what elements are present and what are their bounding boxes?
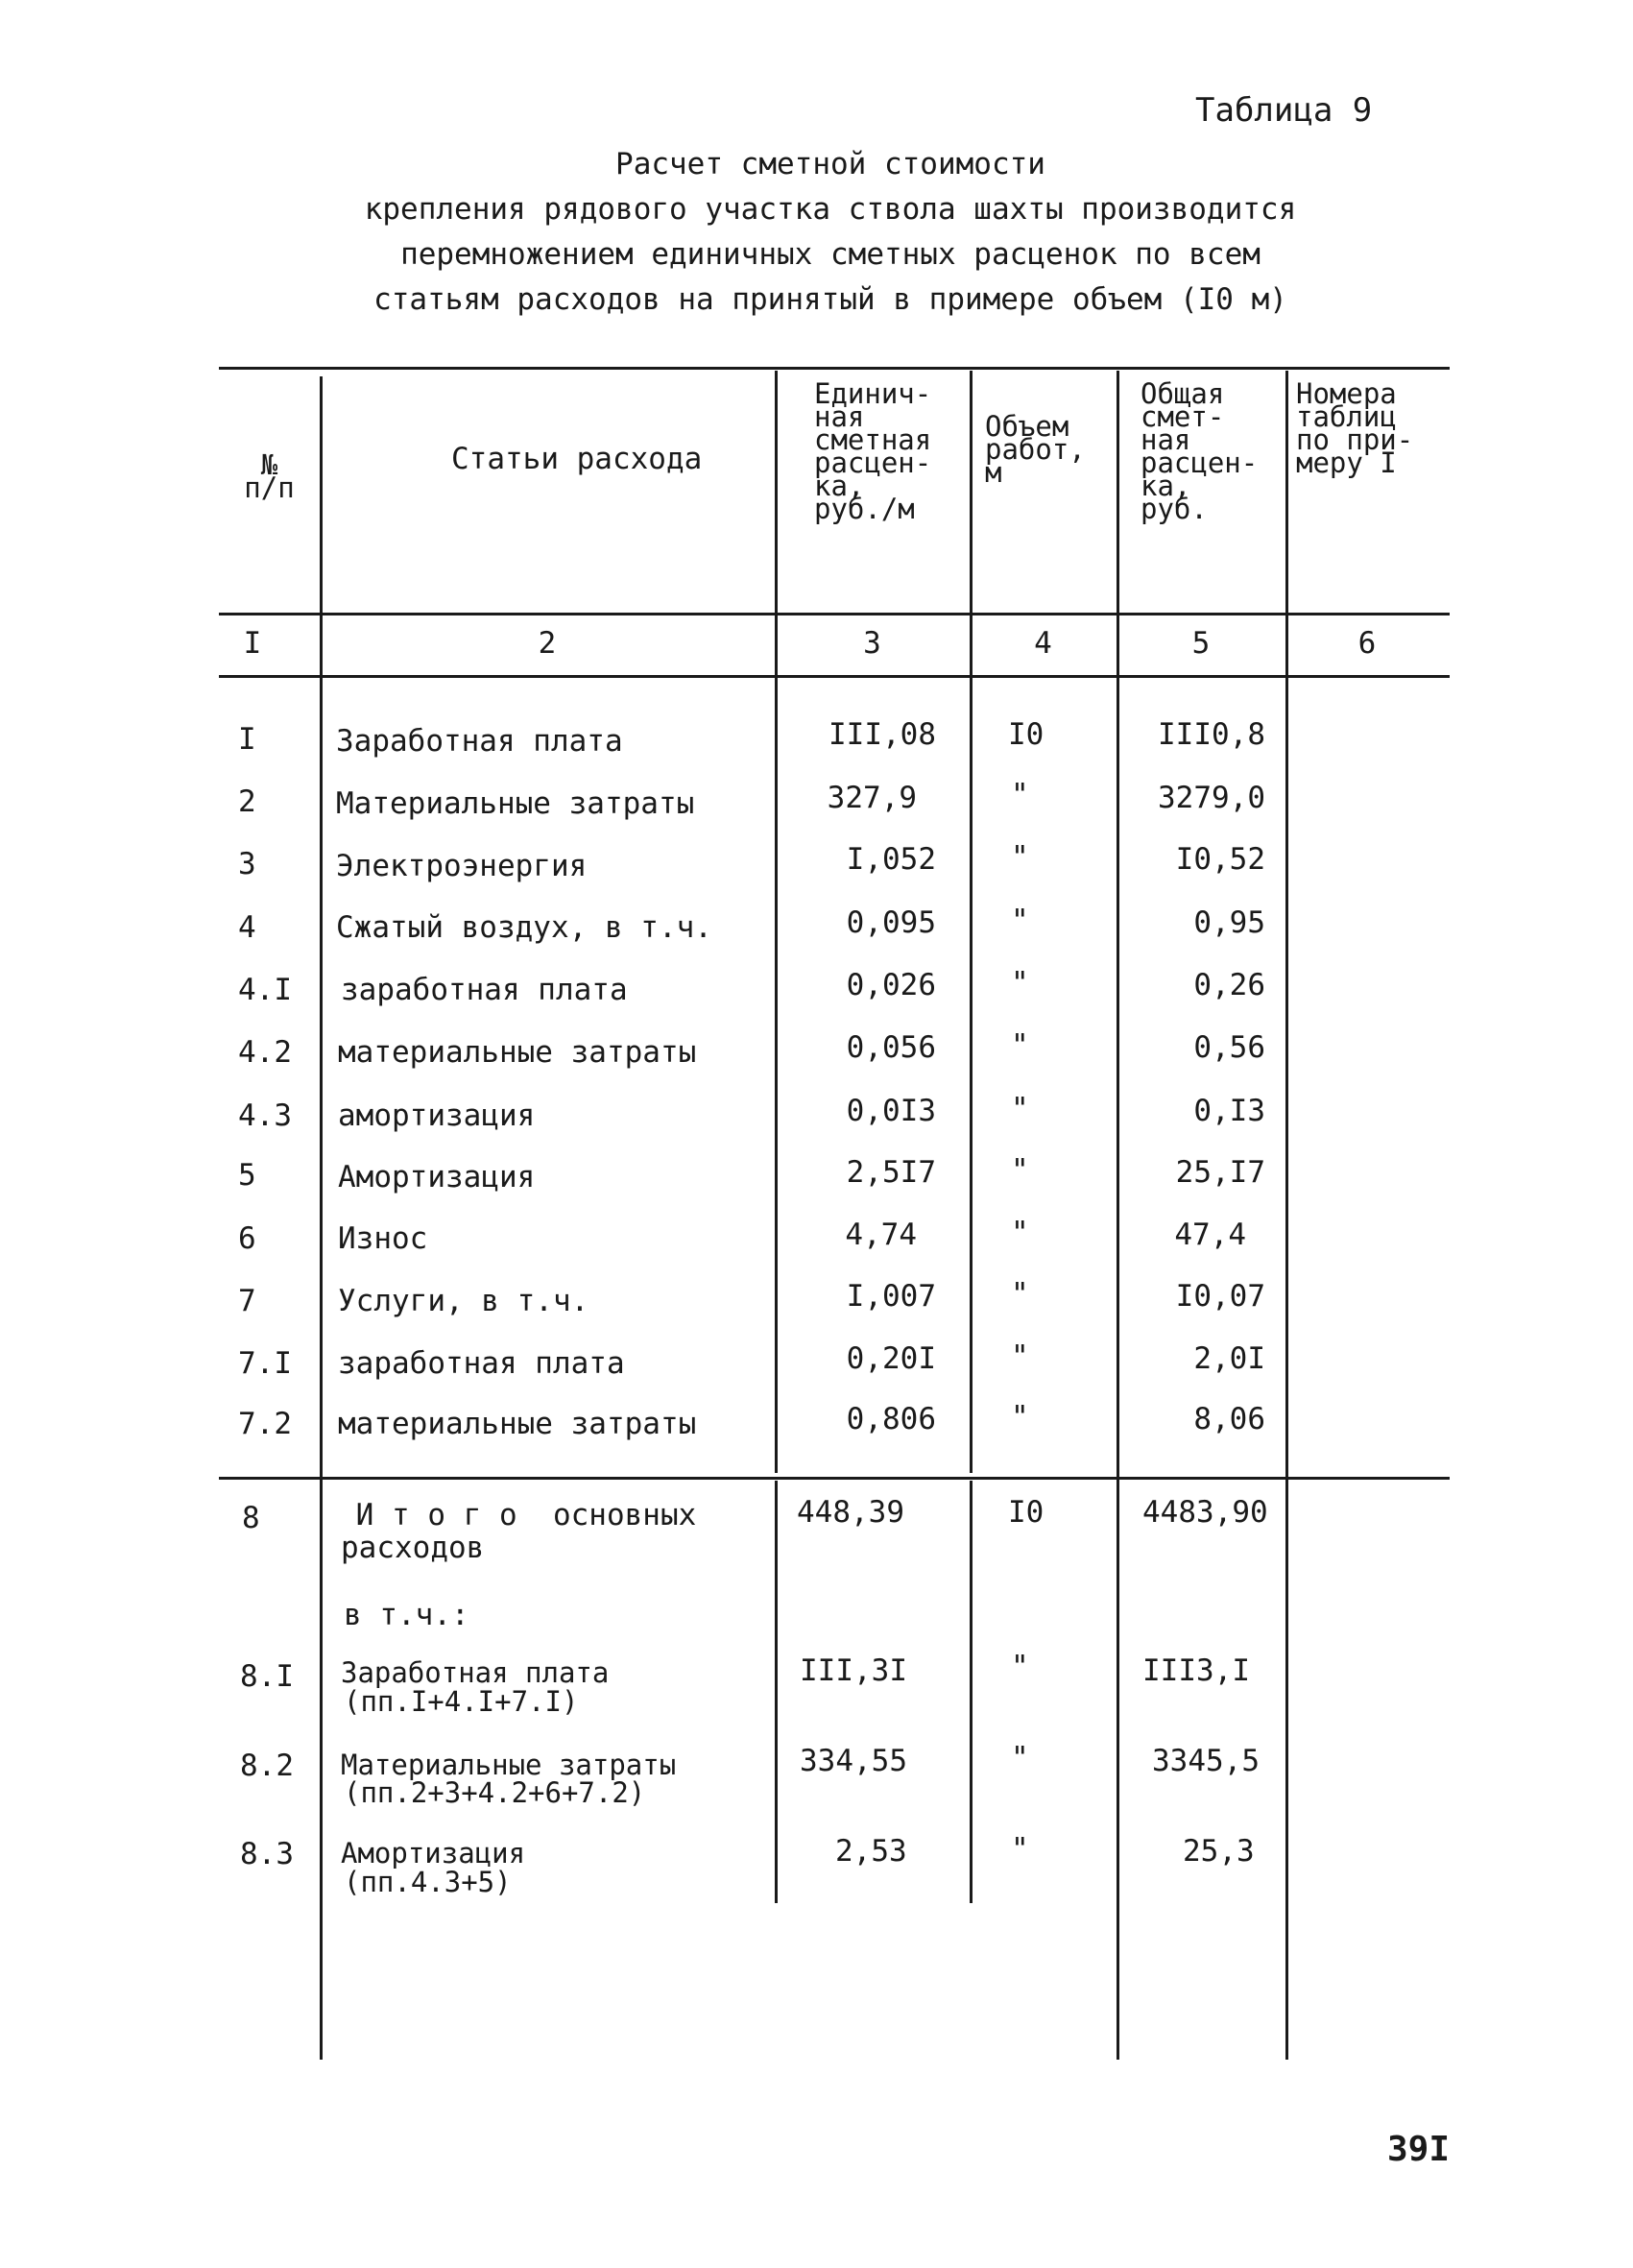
colnum-5: 5 [1191,626,1211,661]
header-unit-price: Единич- ная сметная расцен- ка, руб./м [814,377,932,525]
row-volume: " [1011,778,1029,812]
row-item: Услуги, в т.ч. [338,1284,589,1318]
col-divider-3 [970,371,973,1473]
page-number: 39I [1387,2130,1451,2169]
totals-total: 4483,90 [1142,1495,1268,1530]
row-no: 4.2 [238,1035,292,1070]
subrow-line1: Материальные затраты [341,1749,677,1781]
row-volume: " [1011,1277,1029,1312]
subrow-line1: Заработная плата [341,1656,610,1689]
subrow-line2: (пп.2+3+4.2+6+7.2) [344,1776,646,1809]
row-total: 8,06 [1193,1402,1265,1436]
row-volume: " [1011,1216,1029,1250]
row-volume: " [1011,1400,1029,1435]
row-no: 2 [238,784,256,819]
row-total: III0,8 [1158,717,1265,752]
row-unit-price: 0,0I3 [846,1094,936,1128]
row-volume: " [1011,1339,1029,1374]
row-item: Износ [338,1221,428,1256]
title-line-1: Расчет сметной стоимости [615,147,1045,181]
subrow-total: 3345,5 [1152,1744,1260,1778]
subrow-line2: (пп.4.3+5) [344,1866,512,1898]
row-total: 0,26 [1193,968,1265,1002]
subrow-line1: Амортизация [341,1837,526,1870]
subrow-volume: " [1011,1741,1029,1775]
title-line-3: перемножением единичных сметных расценок по всем [400,237,1261,272]
row-item: амортизация [338,1098,536,1133]
totals-no: 8 [242,1501,260,1535]
subrow-no: 8.I [240,1659,294,1694]
colnum-4: 4 [1034,626,1052,661]
row-no: I [238,722,256,757]
subrow-unit-price: 2,53 [835,1834,907,1869]
totals-item-line1: И т о г о основных [338,1498,697,1532]
totals-item-line2: расходов [341,1531,485,1565]
row-unit-price: III,08 [829,717,936,752]
row-no: 3 [238,847,256,881]
subrow-line2: (пп.I+4.I+7.I) [344,1685,579,1718]
row-item: Амортизация [338,1160,536,1194]
row-item: Электроэнергия [336,849,588,883]
row-no: 4.3 [238,1098,292,1133]
row-unit-price: I,052 [846,842,936,877]
row-unit-price: 4,74 [845,1218,917,1252]
row-unit-price: 327,9 [827,781,917,815]
row-no: 4 [238,910,256,945]
row-total: 0,95 [1193,905,1265,940]
header-item: Статьи расхода [451,442,703,476]
row-no: 7 [238,1284,256,1318]
col-divider-5 [1285,371,1288,2060]
subrow-volume: " [1011,1832,1029,1867]
title-line-4: статьям расходов на принятый в примере объем (I0 м) [373,282,1287,317]
row-total: 0,56 [1193,1030,1265,1065]
header-tables: Номера таблиц по при- меру I [1296,377,1414,479]
subrow-unit-price: III,3I [800,1653,907,1688]
row-volume: " [1011,1028,1029,1063]
row-unit-price: 0,056 [846,1030,936,1065]
row-total: 2,0I [1193,1341,1265,1376]
totals-top-rule [219,1477,1450,1480]
col-divider-2 [775,371,778,1473]
colnum-bottom-rule [219,675,1450,678]
table-label: Таблица 9 [1195,91,1373,130]
row-unit-price: 0,095 [846,905,936,940]
subrow-no: 8.2 [240,1749,294,1783]
colnum-1: I [243,626,262,661]
row-volume: " [1011,904,1029,938]
row-total: I0,07 [1175,1279,1265,1314]
colnum-2: 2 [538,626,557,661]
title-line-2: крепления рядового участка ствола шахты производится [364,192,1297,227]
header-no: № п/п [244,448,295,504]
row-volume: " [1011,966,1029,1001]
row-volume: I0 [1008,717,1045,752]
row-item: заработная плата [338,1346,625,1381]
totals-unit-price: 448,39 [797,1495,904,1530]
subrow-volume: " [1011,1650,1029,1684]
row-no: 7.I [238,1346,292,1381]
subrow-total: 25,3 [1183,1834,1255,1869]
table-title [288,142,1373,323]
header-bottom-rule [219,613,1450,615]
header-total: Общая смет- ная расцен- ка, руб. [1141,377,1259,525]
row-no: 5 [238,1158,256,1193]
row-unit-price: 2,5I7 [846,1155,936,1190]
row-unit-price: 0,20I [846,1341,936,1376]
row-total: 0,I3 [1193,1094,1265,1128]
row-total: 47,4 [1174,1218,1246,1252]
row-item: материальные затраты [338,1035,697,1070]
header-volume: Объем работ, м [985,410,1086,489]
row-unit-price: 0,806 [846,1402,936,1436]
totals-sub-label: в т.ч.: [344,1598,469,1632]
col-divider-2b [775,1481,778,1903]
row-total: 3279,0 [1158,781,1265,815]
row-total: 25,I7 [1175,1155,1265,1190]
subrow-no: 8.3 [240,1837,294,1871]
row-no: 6 [238,1221,256,1256]
row-volume: " [1011,840,1029,875]
row-volume: " [1011,1153,1029,1188]
totals-volume: I0 [1008,1495,1045,1530]
row-item: заработная плата [341,973,628,1007]
subrow-total: III3,I [1142,1653,1250,1688]
row-unit-price: I,007 [846,1279,936,1314]
row-item: материальные затраты [338,1407,697,1441]
row-item: Сжатый воздух, в т.ч. [336,910,712,945]
row-volume: " [1011,1092,1029,1126]
col-divider-4 [1117,371,1119,2060]
colnum-3: 3 [863,626,881,661]
row-unit-price: 0,026 [846,968,936,1002]
table-top-rule [219,367,1450,370]
colnum-6: 6 [1357,626,1377,661]
row-total: I0,52 [1175,842,1265,877]
row-no: 4.I [238,973,292,1007]
col-divider-3b [970,1481,973,1903]
row-no: 7.2 [238,1407,292,1441]
subrow-unit-price: 334,55 [800,1744,907,1778]
row-item: Заработная плата [336,724,623,759]
row-item: Материальные затраты [336,786,695,821]
